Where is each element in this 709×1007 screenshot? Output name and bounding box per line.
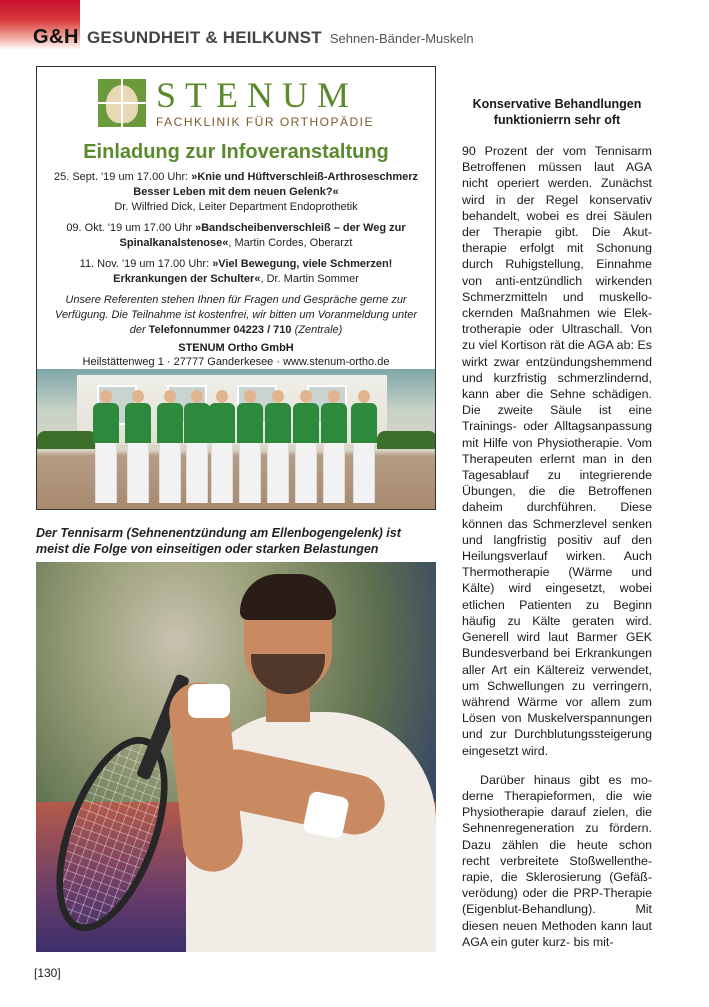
event-date: 25. Sept. '19 um 17.00 Uhr: — [53, 171, 189, 183]
event-item — [43, 257, 429, 287]
page-header — [33, 26, 474, 50]
event-item — [43, 221, 429, 251]
event-item — [43, 170, 429, 215]
event-speaker: , Dr. Martin Sommer — [260, 273, 359, 285]
note-text: Unsere Referenten stehen Ihnen für Fragen und Gespräche gerne zur Verfügung. Die Teilnahme ist kostenfrei, wir bitten um Voranmeldung unter der — [55, 294, 417, 336]
article-column — [462, 96, 652, 950]
note-suffix: (Zentrale) — [294, 324, 343, 336]
team-photo — [37, 369, 435, 509]
section-subtitle: Sehnen-Bänder-Muskeln — [329, 31, 474, 46]
photo-caption: Der Tennisarm (Sehnenentzündung am Ellenbogengelenk) ist meist die Folge von einseitigen oder starken Belastungen — [36, 526, 401, 556]
ad-headline: Einladung zur Infoveranstaltung — [83, 141, 389, 163]
event-date: 11. Nov. '19 um 17.00 Uhr: — [79, 258, 210, 270]
tennis-player-photo — [36, 562, 436, 952]
advertisement-box — [36, 66, 436, 510]
event-title: »Viel Bewegung, viele Schmerzen! Erkrankungen der Schulter« — [113, 258, 393, 285]
phone-number: Telefonnummer 04223 / 710 — [148, 324, 292, 336]
magazine-logo: G&H — [33, 26, 79, 48]
section-title: GESUNDHEIT & HEILKUNST — [86, 28, 322, 47]
company-name: STENUM Ortho GmbH — [178, 342, 294, 354]
article-paragraph: Darüber hinaus gibt es moderne Therapieformen, die wie Physiotherapie darauf zielen, die Sehnenregeneration zu fördern. Dazu zählen die heute schon recht verbreitete Stoßwellentherapie, die Sklerosierung (Gefäßverödung) oder die PRP-Therapie (Eigenblut-Behandlung). Mit diesen neuen Methoden kann laut AGA ein guter kurz- bis mit- — [462, 772, 652, 949]
event-list — [37, 170, 435, 287]
article-paragraph: 90 Prozent der vom Tennisarm Betroffenen müssen laut AGA nicht operiert werden. Zunächst wird in der Regel konservativ behandelt, wobei es drei Säulen der Therapie gibt. Die Akuttherapie erfolgt mit Schonung durch Ruhigstellung, Einnahme von anti-entzündlich wirkenden Schmerzmitteln und muskellockernden Maßnahmen wie Elektrotherapie oder Ultraschall. Von zu viel Kortison rät die AGA ab: Es wirkt zwar entzündungshemmend und kurzfristig schmerzlindernd, kann aber die Sehne schädigen. Die zweite Säule ist eine Trainings- oder Alltagsanpassung mit Hilfe von Physiotherapie. Vom Therapeuten erlernt man in den Tagesablauf zu integrierende Übungen, die die Betroffenen daheim durchführen. Diese können das Schmerzlevel senken und langfristig positiv auf den Heilungsverlauf wirken. Auch Thermotherapie (Wärme und Kälte) wird eingesetzt, wobei etlichen Patienten zu Beginn häufig zu Kälte geraten wird. Generell wird laut Barmer GEK Bundesverband bei Erkrankungen aller Art ein Kältereiz verwendet, um Schwellungen zu verringern, während Wärme vor allem zum Lösen von Muskelverspannungen und zur Durchblutungssteigerung eingesetzt wird. — [462, 144, 652, 758]
brand-name: STENUM — [156, 75, 359, 115]
ad-logo — [37, 77, 435, 129]
ad-note — [37, 293, 435, 338]
clinic-logo-icon — [98, 79, 146, 127]
event-date: 09. Okt. '19 um 17.00 Uhr — [66, 222, 192, 234]
event-speaker: , Martin Cordes, Oberarzt — [228, 237, 353, 249]
brand-subtitle: FACHKLINIK FÜR ORTHOPÄDIE — [156, 115, 374, 129]
article-subheading: Konservative Behandlungen funktionierrn sehr oft — [472, 97, 642, 127]
page-number: [130] — [34, 966, 61, 980]
event-title: »Bandscheibenverschleiß – der Weg zur Spinalkanalstenose« — [119, 222, 406, 249]
event-speaker: Dr. Wilfried Dick, Leiter Department Endoprothetik — [114, 201, 358, 213]
event-title: »Knie und Hüftverschleiß-Arthroseschmerz Besser Leben mit dem neuen Gelenk?« — [133, 171, 419, 198]
company-address: Heilstättenweg 1 · 27777 Ganderkesee · www.stenum-ortho.de — [82, 356, 390, 368]
